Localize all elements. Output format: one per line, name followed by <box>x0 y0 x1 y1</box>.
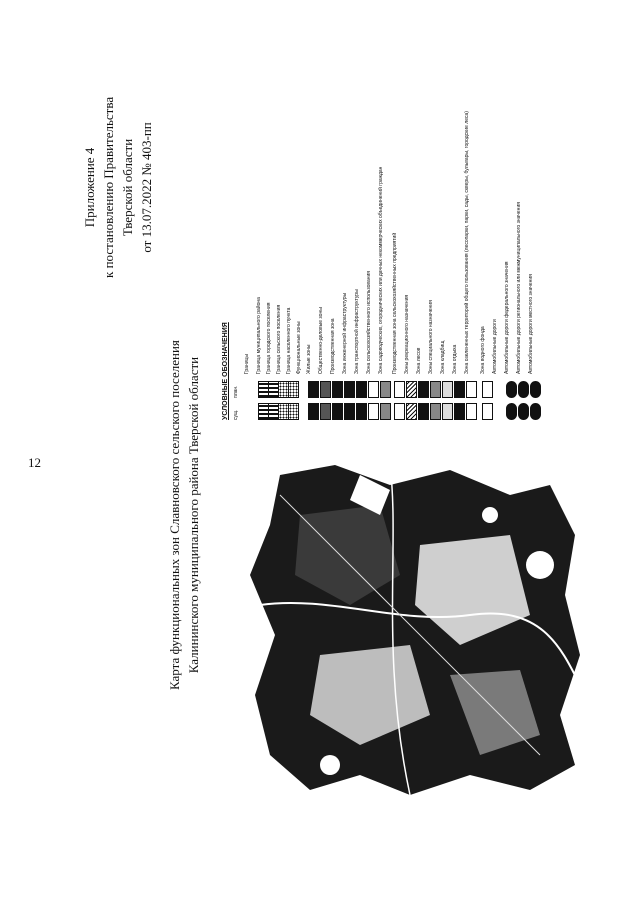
annex-line-3: Тверской области <box>120 138 135 237</box>
legend-label: Граница населенного пункта <box>286 307 292 374</box>
legend-label: Зона водного фонда <box>480 326 486 374</box>
legend-title: УСЛОВНЫЕ ОБОЗНАЧЕНИЯ <box>222 322 229 420</box>
annex-line-1: Приложение 4 <box>82 147 97 228</box>
legend-label: Зона сельскохозяйственного использования <box>366 270 372 374</box>
legend-label: Автомобильные дороги федерального значения <box>504 261 510 374</box>
legend-label: Зона садоводческих, огороднических или дачных некоммерческих объединений граждан <box>378 166 384 374</box>
legend-label: Автомобильные дороги регионального или межмуниципального значения <box>516 202 522 374</box>
legend-label: Общественно-деловые зоны <box>318 307 324 374</box>
legend-swatch-planned <box>530 381 541 398</box>
legend-label: Автомобильные дороги местного значения <box>528 274 534 374</box>
legend-label: Функциональные зоны <box>296 321 302 374</box>
legend-label: Зона инженерной инфраструктуры <box>342 292 348 374</box>
annex-header <box>80 97 156 278</box>
legend-label: Зоны рекреационного назначения <box>404 294 410 374</box>
legend-label: Зона озелененных территорий общего пользования (лесопарки, парки, сады, скверы, бульвары, городские леса) <box>464 111 470 374</box>
map-title-line-2: Калининского муниципального района Тверской области <box>186 356 201 674</box>
legend-swatch-planned <box>466 381 477 398</box>
legend-label: Производственная зона <box>330 318 336 374</box>
map-title <box>165 340 203 690</box>
map-title-line-1: Карта функциональных зон Славновского сельского поселения <box>167 340 182 690</box>
water-zone <box>526 551 554 579</box>
legend-label: Зоны специального назначения <box>428 300 434 374</box>
legend-label: Границы <box>244 354 250 374</box>
water-zone <box>320 755 340 775</box>
annex-line-4: от 13.07.2022 № 403-пп <box>139 122 154 253</box>
legend-label: Зона отдыха <box>452 344 458 374</box>
legend-col-planned: план. <box>233 385 239 398</box>
legend-label: Зона транспортной инфраструктуры <box>354 289 360 374</box>
water-zone <box>482 507 498 523</box>
legend-label: Зона кладбищ <box>440 340 446 374</box>
map-legend <box>222 50 582 420</box>
legend-swatch-existing <box>530 403 541 420</box>
legend-label: Зона лесов <box>416 347 422 374</box>
legend-swatch-planned <box>380 381 391 398</box>
legend-label: Автомобильные дороги <box>492 319 498 374</box>
annex-line-2: к постановлению Правительства <box>101 96 116 278</box>
legend-row <box>528 60 550 420</box>
legend-label: Производственная зона сельскохозяйственных предприятий <box>392 232 398 374</box>
legend-col-existing: сущ. <box>233 409 239 420</box>
page-number: 12 <box>28 455 41 470</box>
legend-label: Граница сельского поселения <box>276 304 282 374</box>
legend-swatch-existing <box>466 403 477 420</box>
legend-label: Жилые зоны <box>306 344 312 374</box>
functional-zones-map <box>240 455 585 800</box>
legend-label: Граница городского поселения <box>266 302 272 374</box>
legend-swatch-existing <box>380 403 391 420</box>
legend-label: Граница муниципального района <box>256 297 262 374</box>
